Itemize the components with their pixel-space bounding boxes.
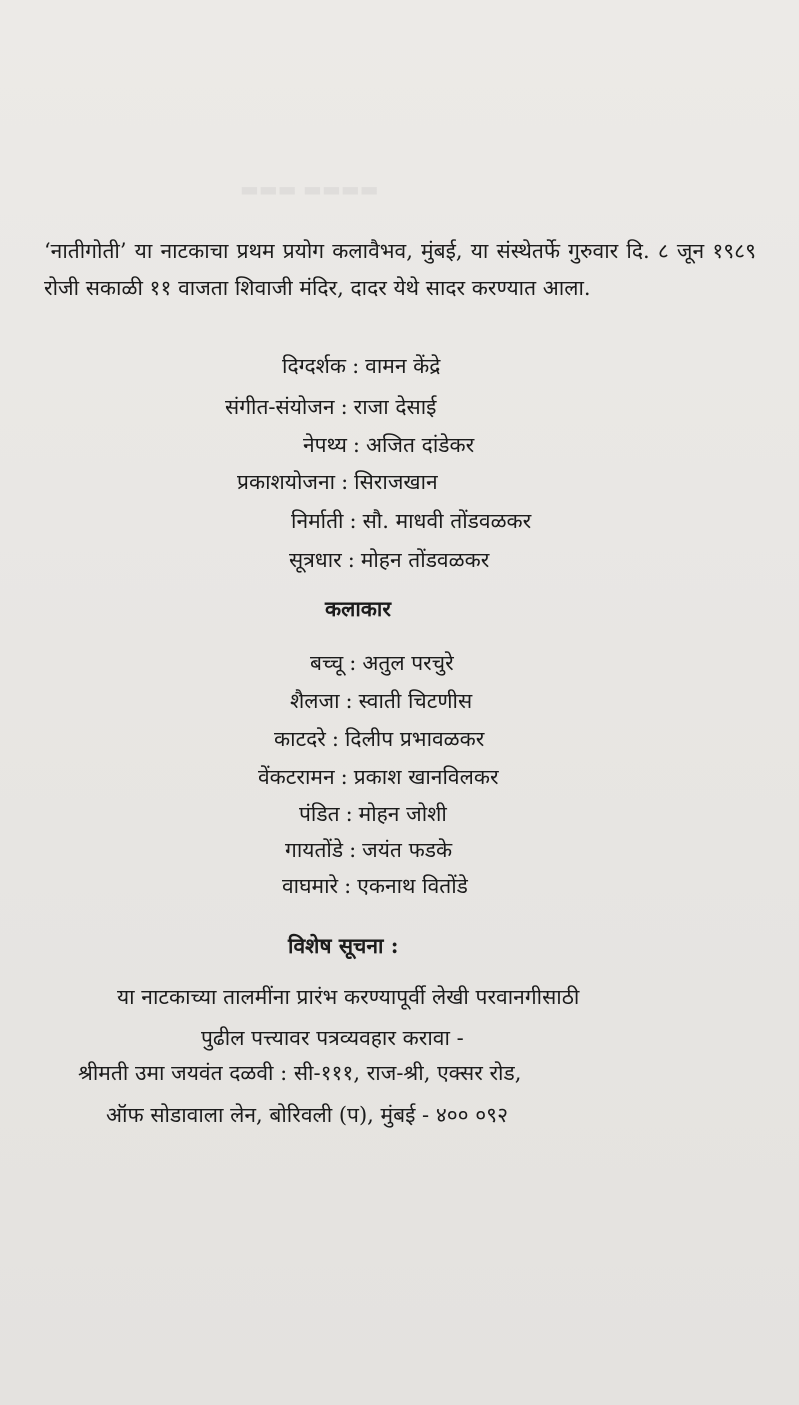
credit-row-set: नेपथ्य : अजित दांडेकर	[303, 433, 475, 457]
credit-role: प्रकाशयोजना	[237, 470, 336, 494]
cast-role: बच्चू	[310, 651, 344, 675]
cast-row: वेंकटरामन : प्रकाश खानविलकर	[258, 765, 499, 789]
credit-row-producer: निर्माती : सौ. माधवी तोंडवळकर	[291, 509, 532, 533]
cast-name: एकनाथ वितोंडे	[357, 874, 468, 898]
credit-row-director: दिग्दर्शक : वामन केंद्रे	[282, 354, 441, 378]
cast-name: स्वाती चिटणीस	[358, 689, 473, 713]
credit-name: सिराजखान	[354, 470, 438, 494]
cast-row: शैलजा : स्वाती चिटणीस	[290, 689, 473, 713]
notice-line: या नाटकाच्या तालमींना प्रारंभ करण्यापूर्वी लेखी परवानगीसाठी	[117, 985, 580, 1009]
cast-role: पंडित	[299, 802, 340, 826]
cast-role: शैलजा	[290, 689, 340, 713]
cast-role: काटदरे	[274, 727, 326, 751]
premiere-note: ‘नातीगोती’ या नाटकाचा प्रथम प्रयोग कलावैभव, मुंबई, या संस्थेतर्फे गुरुवार दि. ८ जून १९८९ रोजी सकाळी ११ वाजता शिवाजी मंदिर, दादर येथे सादर करण्यात आला.	[44, 239, 756, 300]
credit-name: अजित दांडेकर	[365, 433, 475, 457]
cast-name: प्रकाश खानविलकर	[353, 765, 499, 789]
notice-address: श्रीमती उमा जयवंत दळवी : सी-१११, राज-श्री, एक्सर रोड,	[78, 1061, 522, 1085]
credit-name: राजा देसाई	[353, 395, 437, 419]
credit-role: नेपथ्य	[303, 433, 347, 457]
cast-role: गायतोंडे	[285, 838, 344, 862]
credit-row-presenter: सूत्रधार : मोहन तोंडवळकर	[289, 548, 490, 572]
cast-role: वाघमारे	[282, 874, 339, 898]
credit-name: मोहन तोंडवळकर	[360, 548, 490, 572]
cast-row: बच्चू : अतुल परचुरे	[310, 651, 454, 675]
credit-row-lighting: प्रकाशयोजना : सिराजखान	[237, 470, 438, 494]
cast-role: वेंकटरामन	[258, 765, 335, 789]
credit-role: सूत्रधार	[289, 548, 342, 572]
cast-row: पंडित : मोहन जोशी	[299, 802, 447, 826]
credit-name: वामन केंद्रे	[365, 354, 441, 378]
cast-name: मोहन जोशी	[358, 802, 447, 826]
special-notice-heading: विशेष सूचना :	[288, 933, 399, 958]
cast-heading: कलाकार	[325, 596, 391, 621]
credit-row-music: संगीत-संयोजन : राजा देसाई	[225, 395, 437, 419]
cast-name: जयंत फडके	[362, 838, 453, 862]
cast-row: वाघमारे : एकनाथ वितोंडे	[282, 874, 468, 898]
cast-row: गायतोंडे : जयंत फडके	[285, 838, 453, 862]
notice-line: पुढील पत्त्यावर पत्रव्यवहार करावा -	[201, 1026, 464, 1050]
cast-name: दिलीप प्रभावळकर	[344, 727, 485, 751]
bleed-through-texture: ▬▬▬ ▬▬▬▬	[240, 177, 379, 201]
credit-role: दिग्दर्शक	[282, 354, 347, 378]
credit-name: सौ. माधवी तोंडवळकर	[362, 509, 532, 533]
notice-address: ऑफ सोडावाला लेन, बोरिवली (प), मुंबई - ४०० ०९२	[106, 1103, 509, 1127]
credit-role: निर्माती	[291, 509, 344, 533]
credit-role: संगीत-संयोजन	[225, 395, 335, 419]
cast-name: अतुल परचुरे	[362, 651, 454, 675]
cast-row: काटदरे : दिलीप प्रभावळकर	[274, 727, 485, 751]
